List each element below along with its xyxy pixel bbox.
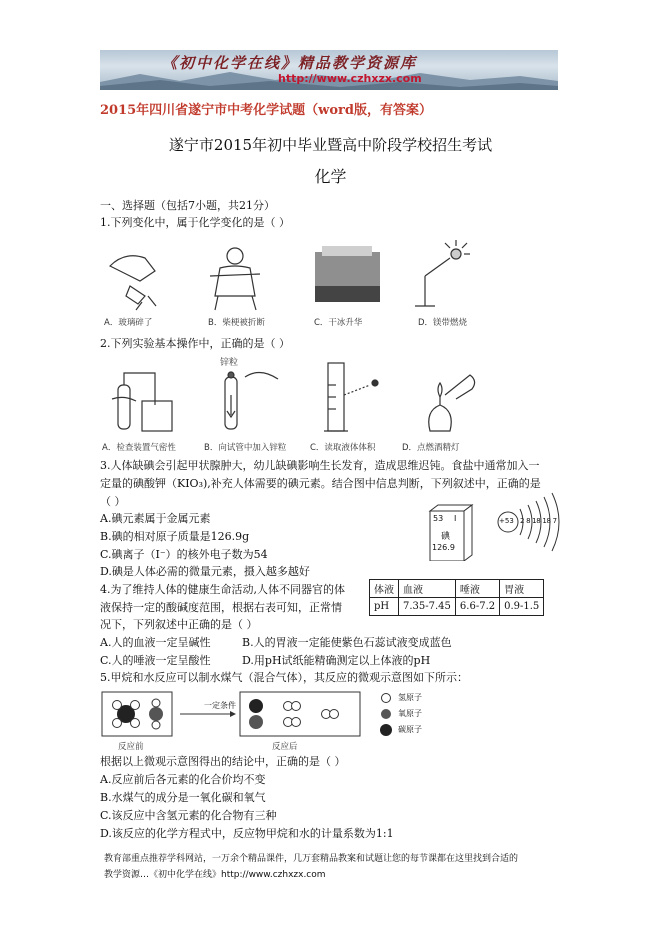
q5-option-c: C.该反应中含氢元素的化合物有三种 <box>100 809 277 822</box>
element-symbol: I <box>454 514 457 523</box>
page-footer <box>104 851 564 883</box>
legend-hydrogen: 氢原子 <box>398 693 422 702</box>
q4-option-b: B.人的胃液一定能使紫色石蕊试液变成蓝色 <box>242 636 452 649</box>
physical-change-illustrations <box>100 236 480 314</box>
element-mass: 126.9 <box>432 543 455 552</box>
ph-table-cell: pH <box>370 598 399 616</box>
ph-table <box>369 579 544 616</box>
q1-option-a: A．玻璃碎了 <box>104 318 153 328</box>
element-card-iodine <box>424 503 474 561</box>
question-4-line-2: 液保持一定的酸碱度范围，根据右表可知，正常情 <box>100 601 342 614</box>
question-3-line-2: 定量的碘酸钾（KIO₃),补充人体需要的碘元素。结合图中信息判断，下列叙述中，正确的是 <box>100 477 541 490</box>
banner-url[interactable]: http://www.czhxzx.com <box>278 72 422 85</box>
q4-option-c: C.人的唾液一定呈酸性 <box>100 654 211 667</box>
q1-option-c: C．干冰升华 <box>314 318 363 328</box>
question-4-line-3: 况下，下列叙述中正确的是（ ） <box>100 618 258 631</box>
question-3-line-3: （ ） <box>100 495 126 508</box>
q5-option-b: B.水煤气的成分是一氧化碳和氧气 <box>100 791 266 804</box>
ph-table-cell: 6.6-7.2 <box>455 598 499 616</box>
q2-option-a: A．检查装置气密性 <box>102 443 176 453</box>
question-2-figure <box>100 355 480 453</box>
ph-table-cell: 7.35-7.45 <box>399 598 456 616</box>
element-name: 碘 <box>441 532 451 542</box>
q3-option-a: A.碘元素属于金属元素 <box>100 512 211 525</box>
q2-option-c: C．读取液体体积 <box>310 443 376 453</box>
question-1-stem: 1.下列变化中，属于化学变化的是（ ） <box>100 216 290 229</box>
ph-table-cell: 胃液 <box>500 580 544 598</box>
section-heading: 一、选择题（包括7小题，共21分） <box>100 199 275 212</box>
question-2-stem: 2.下列实验基本操作中，正确的是（ ） <box>100 337 290 350</box>
ph-table-cell: 体液 <box>370 580 399 598</box>
before-label: 反应前 <box>118 742 144 752</box>
reaction-diagram <box>100 690 450 752</box>
footer-line-2: 教学资源…《初中化学在线》http://www.czhxzx.com <box>104 870 326 880</box>
q3-option-d: D.碘是人体必需的微量元素，摄入越多越好 <box>100 565 310 578</box>
footer-line-1: 教育部重点推荐学科网站，一万余个精品课件，几万套精品教案和试题让您的每节课都在这里找到合适的 <box>104 854 519 864</box>
iodine-atom-structure <box>496 487 566 557</box>
element-number: 53 <box>433 514 444 523</box>
atom-nucleus: +53 <box>499 517 514 525</box>
condition-label: 一定条件 <box>204 701 236 710</box>
question-5-line-2: 根据以上微观示意图得出的结论中，正确的是（ ） <box>100 755 346 768</box>
legend-oxygen: 氧原子 <box>398 709 422 718</box>
q1-option-b: B．柴梗被折断 <box>208 318 265 328</box>
lab-operation-illustrations <box>100 355 480 437</box>
ph-table-cell: 血液 <box>399 580 456 598</box>
ph-table-header <box>370 580 544 598</box>
exam-subject: 化学 <box>314 167 347 186</box>
legend-carbon: 碳原子 <box>398 725 422 734</box>
banner-title: 《初中化学在线》精品教学资源库 <box>162 54 418 72</box>
q5-option-d: D.该反应的化学方程式中，反应物甲烷和水的计量系数为1:1 <box>100 827 394 840</box>
ph-table-cell: 0.9-1.5 <box>500 598 544 616</box>
question-5-stem: 5.甲烷和水反应可以制水煤气（混合气体），其反应的微观示意图如下所示： <box>100 671 468 684</box>
q2-option-d: D．点燃酒精灯 <box>402 443 460 453</box>
ph-table-cell: 唾液 <box>455 580 499 598</box>
ph-table-row <box>370 598 544 616</box>
q4-option-a: A.人的血液一定呈碱性 <box>100 636 211 649</box>
document-title: 2015年四川省遂宁市中考化学试题（word版，有答案） <box>100 103 432 118</box>
question-1-figure <box>100 236 480 328</box>
q3-option-c: C.碘离子（I⁻）的核外电子数为54 <box>100 548 268 561</box>
question-4-line-1: 4.为了维持人体的健康生命活动,人体不同器官的体 <box>100 583 345 596</box>
q5-option-a: A.反应前后各元素的化合价均不变 <box>100 773 266 786</box>
q4-option-d: D.用pH试纸能精确测定以上体液的pH <box>242 654 431 667</box>
question-3-line-1: 3.人体缺碘会引起甲状腺肿大，幼儿缺碘影响生长发育，造成思维迟钝。食盐中通常加入一 <box>100 459 540 472</box>
atom-shells: 2 8 18 18 7 <box>520 517 557 525</box>
header-banner <box>100 50 558 90</box>
q3-option-b: B.碘的相对原子质量是126.9g <box>100 530 250 543</box>
q2-option-b: B．向试管中加入锌粒 <box>204 443 287 453</box>
zinc-label: 锌粒 <box>220 358 239 368</box>
exam-title: 遂宁市2015年初中毕业暨高中阶段学校招生考试 <box>168 136 493 154</box>
q1-option-d: D．镁带燃烧 <box>418 318 468 328</box>
after-label: 反应后 <box>272 742 298 752</box>
